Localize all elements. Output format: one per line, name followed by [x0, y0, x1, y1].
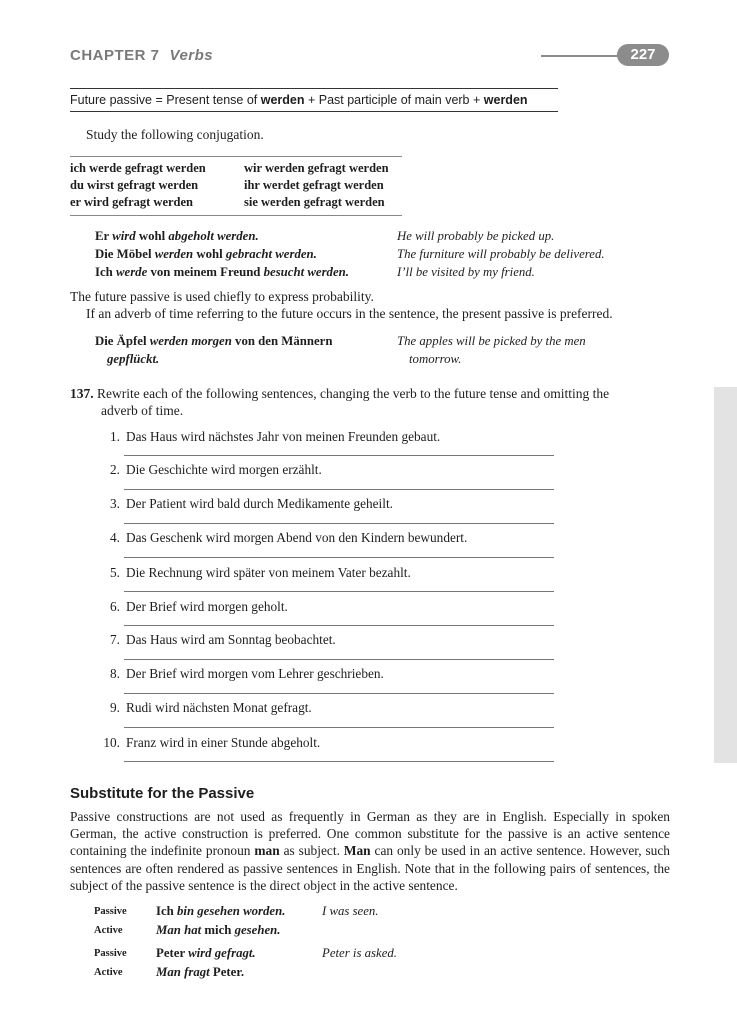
answer-line[interactable]	[124, 625, 554, 626]
pair-label: Passive	[94, 948, 127, 959]
conjugation-cell: du wirst gefragt werden	[70, 178, 199, 192]
section-paragraph: Passive constructions are not used as frequently in German as they are in English. Especially in spoken German, the active construction is preferred. One common substitute for the passive is an active sentence containing the indefinite pronoun man as subject. Man can only be used in an active sentence. However, such sentences are often rendered as passive sentences in English. Note that in the following pairs of sentences, the subject of the passive sentence is the direct object in the active sentence.	[70, 809, 671, 893]
answer-line[interactable]	[124, 591, 554, 592]
exercise-item: 5. Die Rechnung wird später von meinem Vater bezahlt.	[110, 565, 411, 580]
example-row	[95, 263, 605, 281]
instruction-line-2: adverb of time.	[101, 403, 184, 418]
formula-werden-2: werden	[483, 93, 528, 107]
example-row	[95, 227, 605, 245]
german-sentence: Die Möbel werden wohl gebracht werden.	[95, 247, 317, 261]
formula-rule	[70, 88, 558, 112]
english-translation: The apples will be picked by the men	[397, 334, 586, 348]
conjugation-cell: wir werden gefragt werden	[244, 161, 389, 175]
pair-row	[94, 902, 397, 921]
exercise-instruction	[70, 385, 670, 402]
conjugation-row	[70, 177, 402, 194]
exercise-item: 1. Das Haus wird nächstes Jahr von meinen Freunden gebaut.	[110, 429, 441, 444]
conjugation-cell: sie werden gefragt werden	[244, 195, 385, 209]
answer-line[interactable]	[124, 761, 554, 762]
german-sentence: Ich werde von meinem Freund besucht werden.	[95, 265, 349, 279]
answer-line[interactable]	[124, 489, 554, 490]
pair-label: Active	[94, 967, 123, 978]
answer-line[interactable]	[124, 557, 554, 558]
german-sentence: Er wird wohl abgeholt werden.	[95, 229, 259, 243]
english-translation: The furniture will probably be delivered.	[397, 247, 605, 261]
german-sentence: Die Äpfel werden morgen von den Männern	[95, 334, 333, 348]
pair-label: Passive	[94, 906, 127, 917]
page-number: 227	[617, 44, 669, 66]
exercise-item: 2. Die Geschichte wird morgen erzählt.	[110, 462, 322, 477]
exercise-item: 6. Der Brief wird morgen geholt.	[110, 599, 288, 614]
pair-label: Active	[94, 925, 123, 936]
conjugation-cell: er wird gefragt werden	[70, 195, 193, 209]
chapter-label: CHAPTER 7	[70, 47, 160, 64]
exercise-item: 10. Franz wird in einer Stunde abgeholt.	[103, 735, 321, 750]
adverb-paragraph: If an adverb of time referring to the future occurs in the sentence, the present passive is preferred.	[86, 306, 613, 321]
formula-text-2: + Past participle of main verb +	[304, 93, 484, 107]
exercise-item: 4. Das Geschenk wird morgen Abend von den Kindern bewundert.	[110, 530, 468, 545]
conjugation-row	[70, 194, 402, 211]
conjugation-cell: ich werde gefragt werden	[70, 161, 206, 175]
german-sentence: Man hat mich gesehen.	[156, 923, 281, 937]
instruction-line-1: Rewrite each of the following sentences, changing the verb to the future tense and omitting the	[97, 386, 610, 401]
formula-werden: werden	[260, 93, 305, 107]
example-row	[95, 350, 586, 368]
answer-line[interactable]	[124, 727, 554, 728]
example-row	[95, 245, 605, 263]
example-apples	[95, 332, 586, 368]
chapter-title: Verbs	[169, 47, 214, 64]
exercise-number: 137.	[70, 386, 94, 401]
answer-line[interactable]	[124, 523, 554, 524]
answer-line[interactable]	[124, 659, 554, 660]
exercise-item: 7. Das Haus wird am Sonntag beobachtet.	[110, 632, 336, 647]
conjugation-cell: ihr werdet gefragt werden	[244, 178, 384, 192]
answer-line[interactable]	[124, 693, 554, 694]
english-translation: He will probably be picked up.	[397, 229, 555, 243]
section-heading: Substitute for the Passive	[70, 785, 255, 802]
conjugation-row	[70, 160, 402, 177]
probability-paragraph: The future passive is used chiefly to express probability.	[70, 289, 374, 304]
english-translation: I’ll be visited by my friend.	[397, 265, 535, 279]
running-head	[70, 47, 213, 64]
formula-text: Future passive = Present tense of	[70, 93, 261, 107]
intro-text: Study the following conjugation.	[86, 127, 264, 142]
pair-row	[94, 963, 397, 982]
pair-row	[94, 944, 397, 963]
english-translation: Peter is asked.	[322, 946, 397, 960]
example-row	[95, 332, 586, 350]
examples-block	[95, 227, 605, 281]
english-translation-cont: tomorrow.	[409, 352, 462, 366]
pair-row	[94, 921, 397, 940]
exercise-item: 8. Der Brief wird morgen vom Lehrer geschrieben.	[110, 666, 384, 681]
german-sentence: Man fragt Peter.	[156, 965, 245, 979]
exercise-item: 3. Der Patient wird bald durch Medikamente geheilt.	[110, 496, 393, 511]
exercise-item: 9. Rudi wird nächsten Monat gefragt.	[110, 700, 312, 715]
german-sentence: Ich bin gesehen worden.	[156, 904, 286, 918]
sentence-pairs	[94, 902, 397, 982]
conjugation-table	[70, 156, 402, 216]
german-sentence-cont: gepflückt.	[107, 352, 160, 366]
english-translation: I was seen.	[322, 904, 379, 918]
answer-line[interactable]	[124, 455, 554, 456]
chapter-side-tab	[714, 387, 737, 763]
german-sentence: Peter wird gefragt.	[156, 946, 256, 960]
